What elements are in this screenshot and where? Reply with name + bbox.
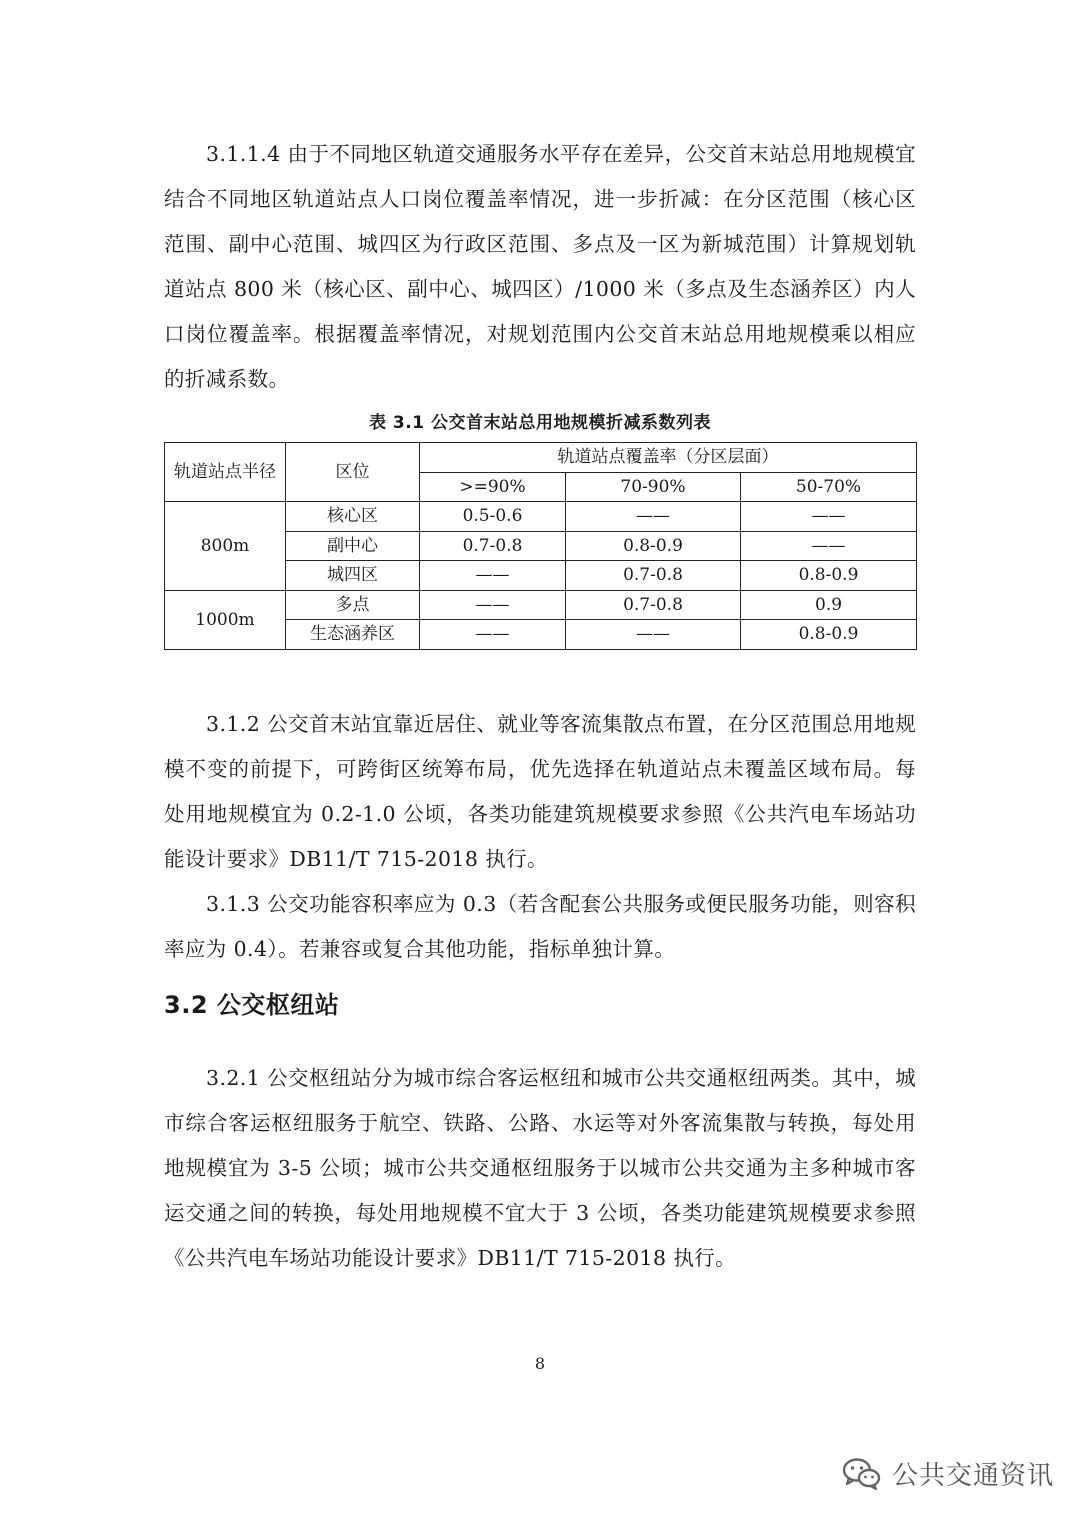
paragraph-3-2-1 bbox=[164, 1056, 916, 1281]
area-cell: 生态涵养区 bbox=[286, 620, 420, 650]
area-cell: 核心区 bbox=[286, 502, 420, 532]
table-caption: 表 3.1 公交首末站总用地规模折减系数列表 bbox=[369, 413, 711, 433]
reduction-coefficient-table bbox=[164, 442, 917, 650]
coverage-level: >=90% bbox=[420, 472, 566, 502]
value-cell: —— bbox=[741, 502, 917, 532]
area-cell: 城四区 bbox=[286, 561, 420, 591]
table-row bbox=[165, 590, 917, 620]
header-coverage: 轨道站点覆盖率（分区层面） bbox=[420, 443, 917, 473]
value-cell: —— bbox=[566, 502, 741, 532]
wechat-icon bbox=[842, 1457, 882, 1491]
value-cell: 0.9 bbox=[741, 590, 917, 620]
page-number: 8 bbox=[534, 1354, 546, 1373]
value-cell: 0.5-0.6 bbox=[420, 502, 566, 532]
paragraph-text: 3.1.2 公交首末站宜靠近居住、就业等客流集散点布置，在分区范围总用地规模不变的前提下，可跨街区统筹布局，优先选择在轨道站点未覆盖区域布局。每处用地规模宜为 0.2-1.0 公顷，各类功能建筑规模要求参照《公共汽电车场站功能设计要求》DB11/T 715-2018 执行。 bbox=[164, 712, 916, 871]
radius-cell: 1000m bbox=[165, 590, 286, 649]
value-cell: —— bbox=[566, 620, 741, 650]
watermark-text: 公共交通资讯 bbox=[892, 1461, 1055, 1491]
paragraph-3-1-1-4 bbox=[164, 132, 916, 402]
coverage-level: 50-70% bbox=[741, 472, 917, 502]
value-cell: —— bbox=[741, 531, 917, 561]
value-cell: —— bbox=[420, 620, 566, 650]
table-header-row bbox=[165, 443, 917, 473]
value-cell: 0.7-0.8 bbox=[420, 531, 566, 561]
table-row bbox=[165, 502, 917, 532]
value-cell: —— bbox=[420, 590, 566, 620]
paragraph-text: 3.2.1 公交枢纽站分为城市综合客运枢纽和城市公共交通枢纽两类。其中，城市综合客运枢纽服务于航空、铁路、公路、水运等对外客流集散与转换，每处用地规模宜为 3-5 公顷；城市公共交通枢纽服务于以城市公共交通为主多种城市客运交通之间的转换，每处用地规模不宜大于 3 公顷，各类功能建筑规模要求参照《公共汽电车场站功能设计要求》DB11/T 715-2018 执行。 bbox=[164, 1066, 916, 1270]
section-heading: 3.2 公交枢纽站 bbox=[164, 991, 340, 1019]
area-cell: 副中心 bbox=[286, 531, 420, 561]
paragraph-text: 3.1.1.4 由于不同地区轨道交通服务水平存在差异，公交首末站总用地规模宜结合不同地区轨道站点人口岗位覆盖率情况，进一步折减：在分区范围（核心区范围、副中心范围、城四区为行政区范围、多点及一区为新城范围）计算规划轨道站点 800 米（核心区、副中心、城四区）/1000 米（多点及生态涵养区）内人口岗位覆盖率。根据覆盖率情况，对规划范围内公交首末站总用地规模乘以相应的折减系数。 bbox=[164, 142, 916, 391]
value-cell: 0.8-0.9 bbox=[566, 531, 741, 561]
radius-cell: 800m bbox=[165, 502, 286, 591]
value-cell: 0.8-0.9 bbox=[741, 620, 917, 650]
paragraph-3-1-2 bbox=[164, 702, 916, 882]
header-area: 区位 bbox=[286, 443, 420, 502]
value-cell: 0.7-0.8 bbox=[566, 561, 741, 591]
coverage-level: 70-90% bbox=[566, 472, 741, 502]
value-cell: 0.7-0.8 bbox=[566, 590, 741, 620]
value-cell: 0.8-0.9 bbox=[741, 561, 917, 591]
watermark bbox=[842, 1455, 1054, 1492]
header-radius: 轨道站点半径 bbox=[165, 443, 286, 502]
paragraph-3-1-3 bbox=[164, 882, 916, 972]
paragraph-text: 3.1.3 公交功能容积率应为 0.3（若含配套公共服务或便民服务功能，则容积率应为 0.4）。若兼容或复合其他功能，指标单独计算。 bbox=[164, 892, 916, 961]
value-cell: —— bbox=[420, 561, 566, 591]
area-cell: 多点 bbox=[286, 590, 420, 620]
